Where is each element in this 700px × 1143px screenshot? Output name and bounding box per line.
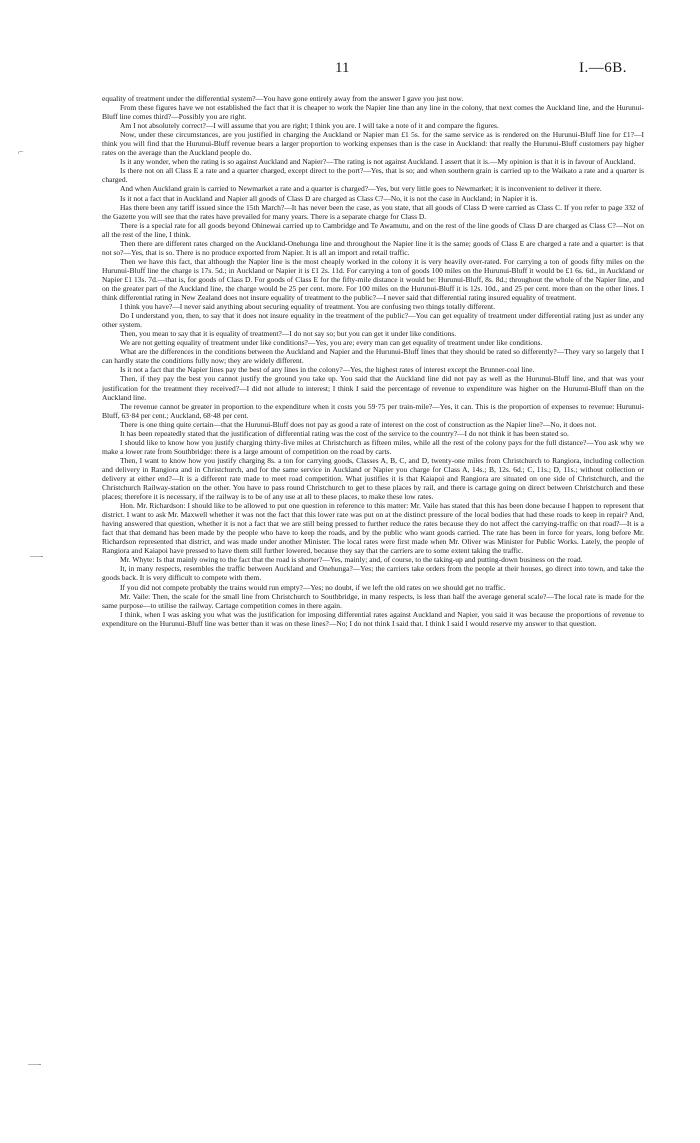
page-body: [102, 94, 644, 628]
paragraph: If you did not compete probably the trains would run empty?—Yes; no doubt, if we left the old rates on we should get no traffic.: [120, 582, 506, 592]
paragraph: Then, I want to know how you justify charging 8s. a ton for carrying goods, Classes A, B, C, and D, twenty-one miles from Christchurch to Rangiora, including collection and delivery in Rangiora and in Christchurch, and for the same service in Auckland or Napier you charge for Class A, 14s.; B, 12s. 6d.; C, 11s.; D, 11s.; without collection or delivery at either end?—It is a different rate made to meet road competition. What justifies it is that Kaiapoi and Rangiora are situated on one side of Christchurch, and the Christchurch Railway-station on the other. You have to pass round Christchurch to get to these places by rail, and there is cartage going on direct between Christchurch and these places; therefore it is necessary, if the railway is to be of any use at all to these places, to make these low rates.: [102, 455, 644, 502]
paragraph: Then there are different rates charged on the Auckland-Onehunga line and throughout the Napier line it is the same; goods of Class E are charged a rate and a quarter: is that not so?—Yes, that is so. There is no produce exported from Napier. It is all an import and retail traffic.: [102, 238, 644, 257]
paragraph: Hon. Mr. Richardson: I should like to be allowed to put one question in reference to this matter: Mr. Vaile has stated that this has been done because I happen to represent that district. I want to ask Mr. Maxwell whether it was not the fact that this lower rate was put on at the distinct pressure of the local bodies that had these roads to keep in repair? And, having answered that question, whether it is not a fact that we are still being pressed to further reduce the rates because they do not affect the carrying-traffic on that road?—It is a fact that that demand has been made by the people who have to keep the roads, and by the public who want goods carried. The rate has been in force for years, long before Mr. Richardson represented that district, and was made under another Minister. The local rates were first made when Mr. Oliver was Minister for Public Works. Lately, the people of Rangiora and Kaiapoi have pressed to have them still further lowered, because they say that the carriers are to some extent taking the traffic.: [102, 501, 644, 556]
paragraph: I should like to know how you justify charging thirty-five miles at Christchurch as fifteen miles, while all the rest of the colony pays for the full distance?—You ask why we make a lower rate from Southbridge: there is a large amount of competition on the road by carts.: [102, 437, 644, 456]
margin-pencil-mark: —‑: [30, 551, 44, 562]
margin-pencil-mark: —‑: [28, 1059, 42, 1070]
page-header: [0, 60, 700, 78]
paragraph: I think you have?—I never said anything about securing equality of treatment. You are confusing two things totally different.: [120, 302, 495, 312]
paragraph: Mr. Vaile: Then, the scale for the small line from Christchurch to Southbridge, in many respects, is less than half the average general scale?—The local rate is made for the same purpose—to utilise the railway. Cartage competition comes in there again.: [102, 591, 644, 610]
paragraph: It, in many respects, resembles the traffic between Auckland and Onehunga?—Yes; the carriers take orders from the people at their houses, go direct into town, and take the goods back. It is very difficult to compete with them.: [102, 564, 644, 583]
paragraph: It has been repeatedly stated that the justification of differential rating was the cost of the service to the country?—I do not think it has been stated so.: [120, 428, 569, 438]
document-reference: I.—6B.: [579, 60, 627, 76]
paragraph: Has there been any tariff issued since the 15th March?—It has never been the case, as you state, that all goods of Class D were carried as Class C. If you refer to page 332 of the Gazette you will see that the rates have prevailed for many years. There is a separate charge for Class D.: [102, 202, 644, 221]
paragraph: Is it any wonder, when the rating is so against Auckland and Napier?—The rating is not against Auckland. I assert that it is.—My opinion is that it is in favour of Auckland.: [120, 157, 636, 167]
paragraph: Is there not on all Class E a rate and a quarter charged, except direct to the port?—Yes, that is so; and when southern grain is carried up to the Waikato a rate and a quarter is charged.: [102, 166, 644, 185]
paragraph: And when Auckland grain is carried to Newmarket a rate and a quarter is charged?—Yes, but very little goes to Newmarket; it is inconvenient to deliver it there.: [120, 184, 602, 194]
paragraph: From these figures have we not established the fact that it is cheaper to work the Napier line than any line in the colony, that next comes the Auckland line, and the Hurunui-Bluff line comes third?—Possibly you are right.: [102, 103, 644, 122]
paragraph: Is it not a fact that in Auckland and Napier all goods of Class D are charged as Class C?—No, it is not the case in Auckland; in Napier it is.: [120, 193, 538, 203]
paragraph: Then, you mean to say that it is equality of treatment?—I do not say so; but you can get it under like conditions.: [120, 329, 457, 339]
paragraph: Do I understand you, then, to say that it does not insure equality in the treatment of the public?—You can get equality of treatment under differential rating just as under any other system.: [102, 311, 644, 330]
paragraph: The revenue cannot be greater in proportion to the expenditure when it costs you 59·75 per train-mile?—Yes, it can. This is the proportion of expenses to revenue: Hurunui-Bluff, 63·84 per cent.; Auckland, 68·48 per cent.: [102, 401, 644, 420]
paragraph: There is one thing quite certain—that the Hurunui-Bluff does not pay as good a rate of interest on the cost of construction as the Napier line?—No, it does not.: [120, 419, 597, 429]
paragraph: equality of treatment under the differential system?—You have gone entirely away from the answer I gave you just now.: [102, 94, 464, 103]
paragraph: Mr. Whyte: Is that mainly owing to the fact that the road is shorter?—Yes, mainly; and, of course, to the taking-up and putting-down business on the road.: [120, 555, 583, 565]
margin-pencil-mark: ⌐: [18, 147, 24, 158]
paragraph: Then, if they pay the best you cannot justify the ground you take up. You said that the Auckland line did not pay as well as the Hurunui-Bluff line, and that was your justification for the treatment they received?—I did not allude to interest; I think I said the percentage of revenue to expenditure was higher on the Hurunui-Bluff than on the Auckland line.: [102, 374, 644, 402]
page-number: 11: [335, 60, 350, 76]
paragraph: Now, under these circumstances, are you justified in charging the Auckland or Napier man £1 5s. for the same service as is rendered on the Hurunui-Bluff line for £1?—I think you will find that the Hurunui-Bluff revenue bears a larger proportion to working expenses than is the case in Auckland: that really the Hurunui-Bluff customers pay higher rates on the average than the Auckland people do.: [102, 130, 644, 158]
paragraph: Then we have this fact, that although the Napier line is the most cheaply worked in the colony it is very heavily over-rated. For carrying a ton of goods fifty miles on the Hurunui-Bluff line the charge is 17s. 5d.; in Auckland or Napier it is £1 2s. 11d. For carrying a ton of goods 100 miles on the Hurunui-Bluff it would be £1 6s. 6d., in Auckland or Napier £1 13s. 7d.—that is, for goods of Class D. For goods of Class E for the fifty-mile distance it would be: Hurunui-Bluff, 8s. 8d.; throughout the whole of the Napier line, and on the greater part of the Auckland line, the charge would be 25 per cent. more. For 100 miles on the Hurunui-Bluff it is 12s. 10d., and 25 per cent. more than on the other lines. I think differential rating in New Zealand does not insure equality of treatment to the public?—I never said that differential rating insured equality of treatment.: [102, 256, 644, 303]
paragraph: What are the differences in the conditions between the Auckland and Napier and the Hurunui-Bluff lines that they should be rated so differently?—They vary so largely that I can hardly state the conditions fully now; they are widely different.: [102, 347, 644, 366]
paragraph: We are not getting equality of treatment under like conditions?—Yes, you are; every man can get equality of treatment under like conditions.: [120, 338, 543, 348]
paragraph: Is it not a fact that the Napier lines pay the best of any lines in the colony?—Yes, the highest rates of interest except the Brunner-coal line.: [120, 365, 535, 375]
paragraph: Am I not absolutely correct?—I will assume that you are right; I think you are. I will take a note of it and compare the figures.: [120, 121, 499, 131]
paragraph: I think, when I was asking you what was the justification for imposing differential rates against Auckland and Napier, you said it was because the proportions of revenue to expenditure on the Hurunui-Bluff line was better than it was on these lines?—No; I do not think I said that. I think I said I would reserve my answer to that question.: [102, 609, 644, 628]
paragraph: There is a special rate for all goods beyond Ohinewai carried up to Cambridge and Te Awamutu, and on the rest of the line goods of Class D are charged as Class C?—Not on all the rest of the line, I think.: [102, 220, 644, 239]
